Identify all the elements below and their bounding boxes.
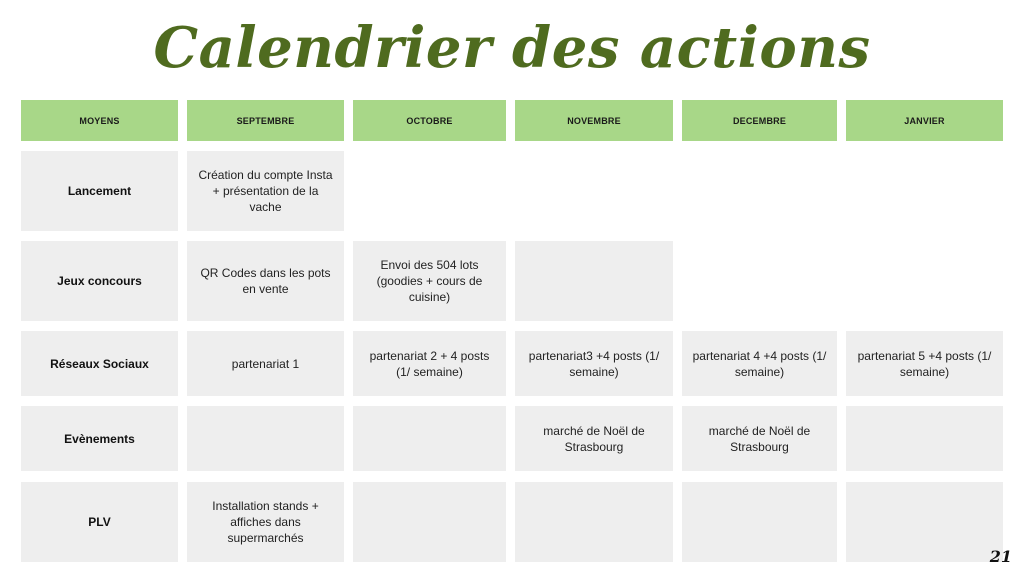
cell-plv-septembre: Installation stands + affiches dans supermarchés [187,482,344,562]
cell-evenements-octobre [353,406,506,471]
row-label-jeux-concours: Jeux concours [21,241,178,321]
header-janvier: JANVIER [846,100,1003,141]
cell-reseaux-novembre: partenariat3 +4 posts (1/ semaine) [515,331,673,396]
header-moyens: MOYENS [21,100,178,141]
page-title: Calendrier des actions [153,15,871,81]
header-octobre: OCTOBRE [353,100,506,141]
cell-reseaux-janvier: partenariat 5 +4 posts (1/ semaine) [846,331,1003,396]
cell-plv-janvier [846,482,1003,562]
row-label-evenements: Evènements [21,406,178,471]
row-label-plv: PLV [21,482,178,562]
cell-reseaux-octobre: partenariat 2 + 4 posts (1/ semaine) [353,331,506,396]
cell-plv-decembre [682,482,837,562]
cell-lancement-septembre: Création du compte Insta + présentation de la vache [187,151,344,231]
header-decembre: DECEMBRE [682,100,837,141]
cell-jeux-septembre: QR Codes dans les pots en vente [187,241,344,321]
cell-evenements-septembre [187,406,344,471]
header-septembre: SEPTEMBRE [187,100,344,141]
header-novembre: NOVEMBRE [515,100,673,141]
row-label-reseaux-sociaux: Réseaux Sociaux [21,331,178,396]
cell-plv-octobre [353,482,506,562]
cell-evenements-novembre: marché de Noël de Strasbourg [515,406,673,471]
cell-plv-novembre [515,482,673,562]
cell-jeux-novembre [515,241,673,321]
cell-reseaux-septembre: partenariat 1 [187,331,344,396]
cell-evenements-decembre: marché de Noël de Strasbourg [682,406,837,471]
row-label-lancement: Lancement [21,151,178,231]
cell-jeux-octobre: Envoi des 504 lots (goodies + cours de cuisine) [353,241,506,321]
cell-reseaux-decembre: partenariat 4 +4 posts (1/ semaine) [682,331,837,396]
cell-evenements-janvier [846,406,1003,471]
page-number: 21 [989,547,1012,566]
